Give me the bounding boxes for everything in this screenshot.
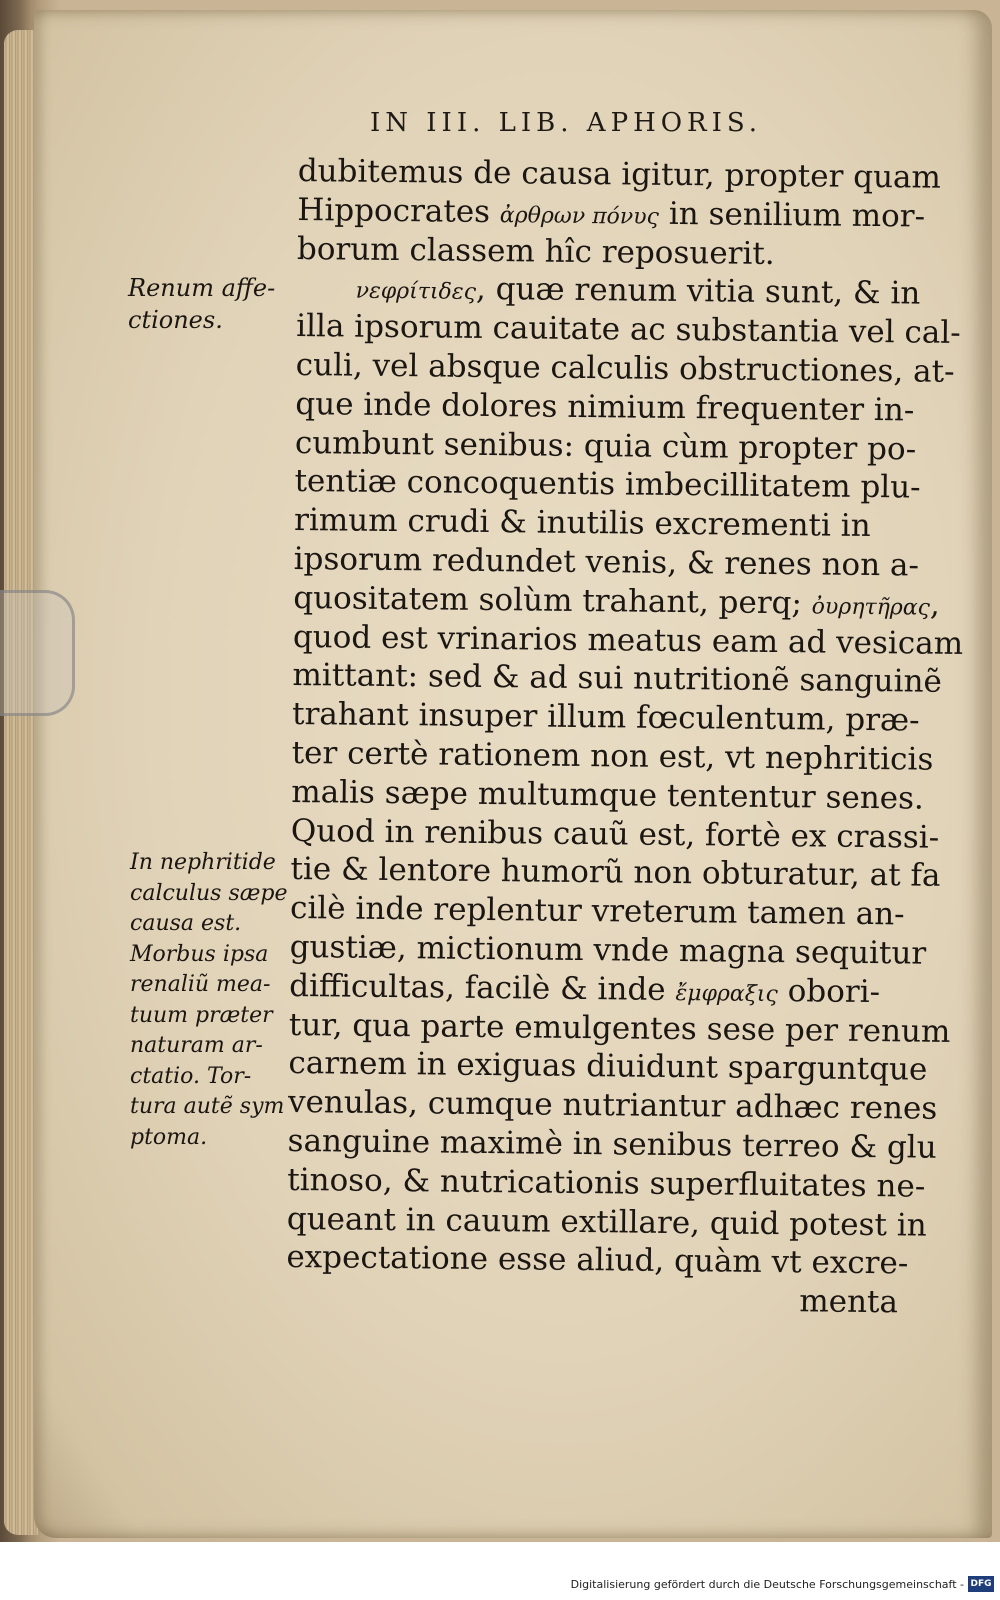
text-line: ter certè rationem non est, vt nephriticis: [291, 734, 934, 778]
margin-note-line: tuum præter: [130, 1002, 273, 1028]
text-line: illa ipsorum cauitate ac substantia vel cal-: [295, 308, 961, 352]
text-line: tie & lentore humorũ non obturatur, at fa: [290, 851, 941, 895]
text-line: gustiæ, mictionum vnde magna sequitur: [289, 928, 927, 972]
text-line: tinoso, & nutricationis superfluitates ne-: [287, 1161, 926, 1205]
text-line: mittant: sed & ad sui nutritionẽ sanguinẽ: [292, 657, 943, 701]
page-clip: [0, 590, 75, 716]
greek-term: ὀυρητῆρας: [811, 594, 931, 621]
margin-note-line: causa est.: [130, 911, 242, 936]
text-segment: in senilium mor-: [658, 195, 926, 235]
text-line: [293, 579, 941, 624]
text-line: expectatione esse aliud, quàm vt excre-: [286, 1239, 909, 1282]
margin-note-line: tura autẽ sym: [130, 1094, 285, 1119]
text-line: tur, qua parte emulgentes sese per renum: [288, 1006, 951, 1050]
margin-note-renum: [128, 272, 288, 336]
footer-bar: [0, 1542, 1000, 1600]
margin-note-line: Morbus ipsa: [130, 941, 269, 967]
text-line: rimum crudi & inutilis excrementi in: [293, 502, 871, 545]
greek-term: ἔμφραξις: [675, 980, 778, 1007]
greek-term: ἀρθρων πόνυς: [499, 202, 660, 230]
text-line: dubitemus de causa igitur, propter quam: [297, 152, 942, 196]
text-line: culi, vel absque calculis obstructiones, at-: [295, 346, 955, 390]
margin-note-line: ctiones.: [128, 306, 223, 334]
text-line: malis sæpe multumque tententur senes.: [291, 773, 925, 817]
text-segment: difficultas, facilè & inde: [289, 967, 676, 1008]
footer-credit: Digitalisierung gefördert durch die Deutsche Forschungsgemeinschaft -: [570, 1578, 964, 1591]
catchword: menta: [799, 1283, 899, 1321]
text-line: ipsorum redundet venis, & renes non a-: [293, 540, 920, 584]
text-line: cilè inde replentur vreterum tamen an-: [289, 890, 905, 933]
text-line: que inde dolores nimium frequenter in-: [295, 385, 915, 429]
greek-term: νεφρίτιδες: [355, 279, 477, 306]
text-line: cumbunt senibus: quia cùm propter po-: [294, 424, 917, 468]
body-text: [286, 152, 964, 1322]
text-line: carnem in exiguas diuidunt sparguntque: [288, 1045, 928, 1088]
page-edges: [4, 30, 38, 1535]
text-line: Quod in renibus cauũ est, fortè ex crassi-: [290, 812, 940, 856]
text-line: queant in cauum extillare, quid potest in: [286, 1200, 927, 1244]
text-line: sanguine maximè in senibus terreo & glu: [287, 1122, 937, 1166]
margin-note-line: ptoma.: [130, 1124, 208, 1150]
margin-note-line: ctatio. Tor-: [130, 1063, 252, 1089]
dfg-logo: DFG: [968, 1576, 994, 1592]
text-line: trahant insuper illum fœculentum, præ-: [291, 696, 920, 739]
margin-note-line: calculus sæpe: [130, 880, 288, 906]
running-header: IN III. LIB. APHORIS.: [370, 108, 763, 138]
margin-note-line: naturam ar-: [130, 1033, 263, 1058]
text-segment: [296, 269, 355, 306]
text-line: quod est vrinarios meatus eam ad vesicam: [292, 618, 964, 662]
margin-note-line: renaliũ mea-: [130, 972, 271, 997]
text-line: [289, 967, 901, 1012]
text-line: [296, 268, 921, 313]
text-segment: obori-: [777, 972, 881, 1010]
text-segment: quositatem solùm trahant, perq;: [293, 579, 812, 622]
text-line: tentiæ concoquentis imbecillitatem plu-: [294, 463, 921, 506]
margin-note-line: Renum affe-: [128, 274, 276, 302]
text-segment: ,: [929, 586, 941, 623]
margin-note-line: In nephritide: [130, 850, 276, 875]
text-line: [297, 191, 926, 236]
margin-note-nephritide: [130, 848, 298, 1153]
text-segment: , quæ renum vitia sunt, & in: [475, 271, 921, 312]
text-line: venulas, cumque nutriantur adhæc renes: [287, 1084, 938, 1127]
text-segment: Hippocrates: [297, 191, 501, 230]
text-line: borum classem hîc reposuerit.: [296, 230, 775, 272]
